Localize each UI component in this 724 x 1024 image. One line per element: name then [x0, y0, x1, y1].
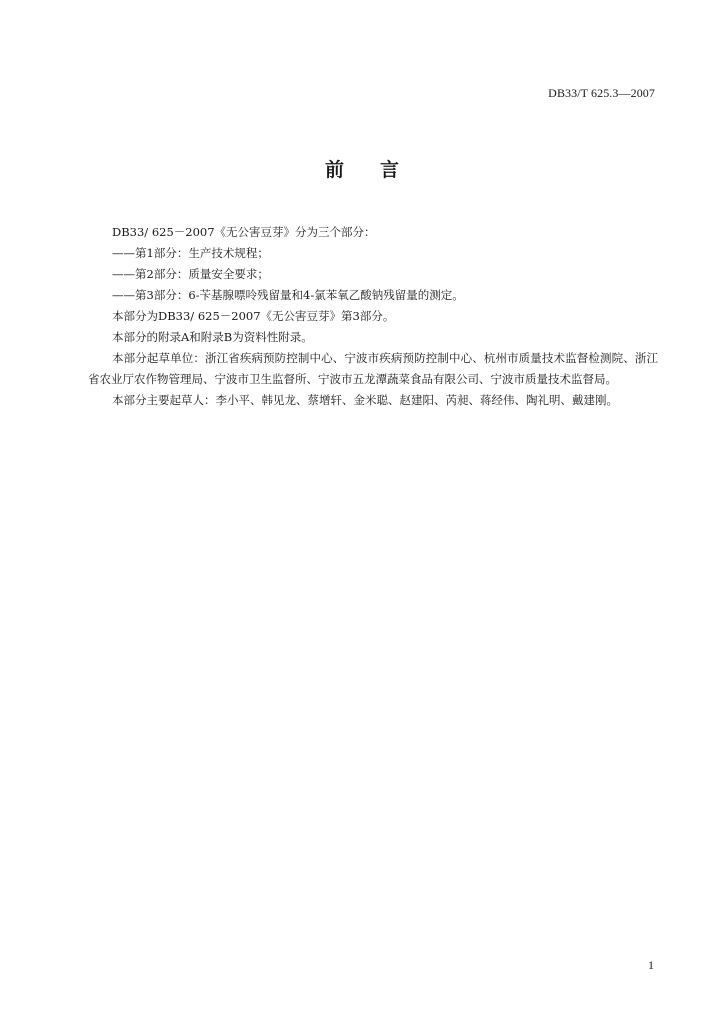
paragraph-part-1: ——第1部分：生产技术规程； — [112, 246, 269, 260]
page-title — [0, 155, 724, 182]
title-char-1: 前 — [324, 159, 344, 181]
title-char-2: 言 — [380, 159, 400, 181]
paragraph-part-2: ——第2部分：质量安全要求； — [112, 267, 269, 281]
paragraph-drafters: 本部分主要起草人：李小平、韩见龙、蔡增轩、金米聪、赵建阳、芮昶、蒋经伟、陶礼明、戴建刚。 — [112, 393, 618, 407]
standard-code: DB33/T 625.3—2007 — [548, 86, 655, 100]
preface-body — [88, 222, 658, 411]
paragraph-part-3: ——第3部分：6-苄基腺嘌呤残留量和4-氯苯氧乙酸钠残留量的测定。 — [112, 288, 464, 302]
paragraph-this-part: 本部分为DB33/ 625－2007《无公害豆芽》第3部分。 — [112, 309, 395, 323]
paragraph-parts-intro: DB33/ 625－2007《无公害豆芽》分为三个部分： — [112, 225, 376, 239]
paragraph-appendix: 本部分的附录A和附录B为资料性附录。 — [112, 330, 313, 344]
page-number: 1 — [648, 958, 654, 972]
paragraph-drafting-units: 本部分起草单位：浙江省疾病预防控制中心、宁波市疾病预防控制中心、杭州市质量技术监督检测院、浙江省农业厅农作物管理局、宁波市卫生监督所、宁波市五龙潭蔬菜食品有限公司、宁波市质量技术监督局。 — [88, 351, 658, 386]
